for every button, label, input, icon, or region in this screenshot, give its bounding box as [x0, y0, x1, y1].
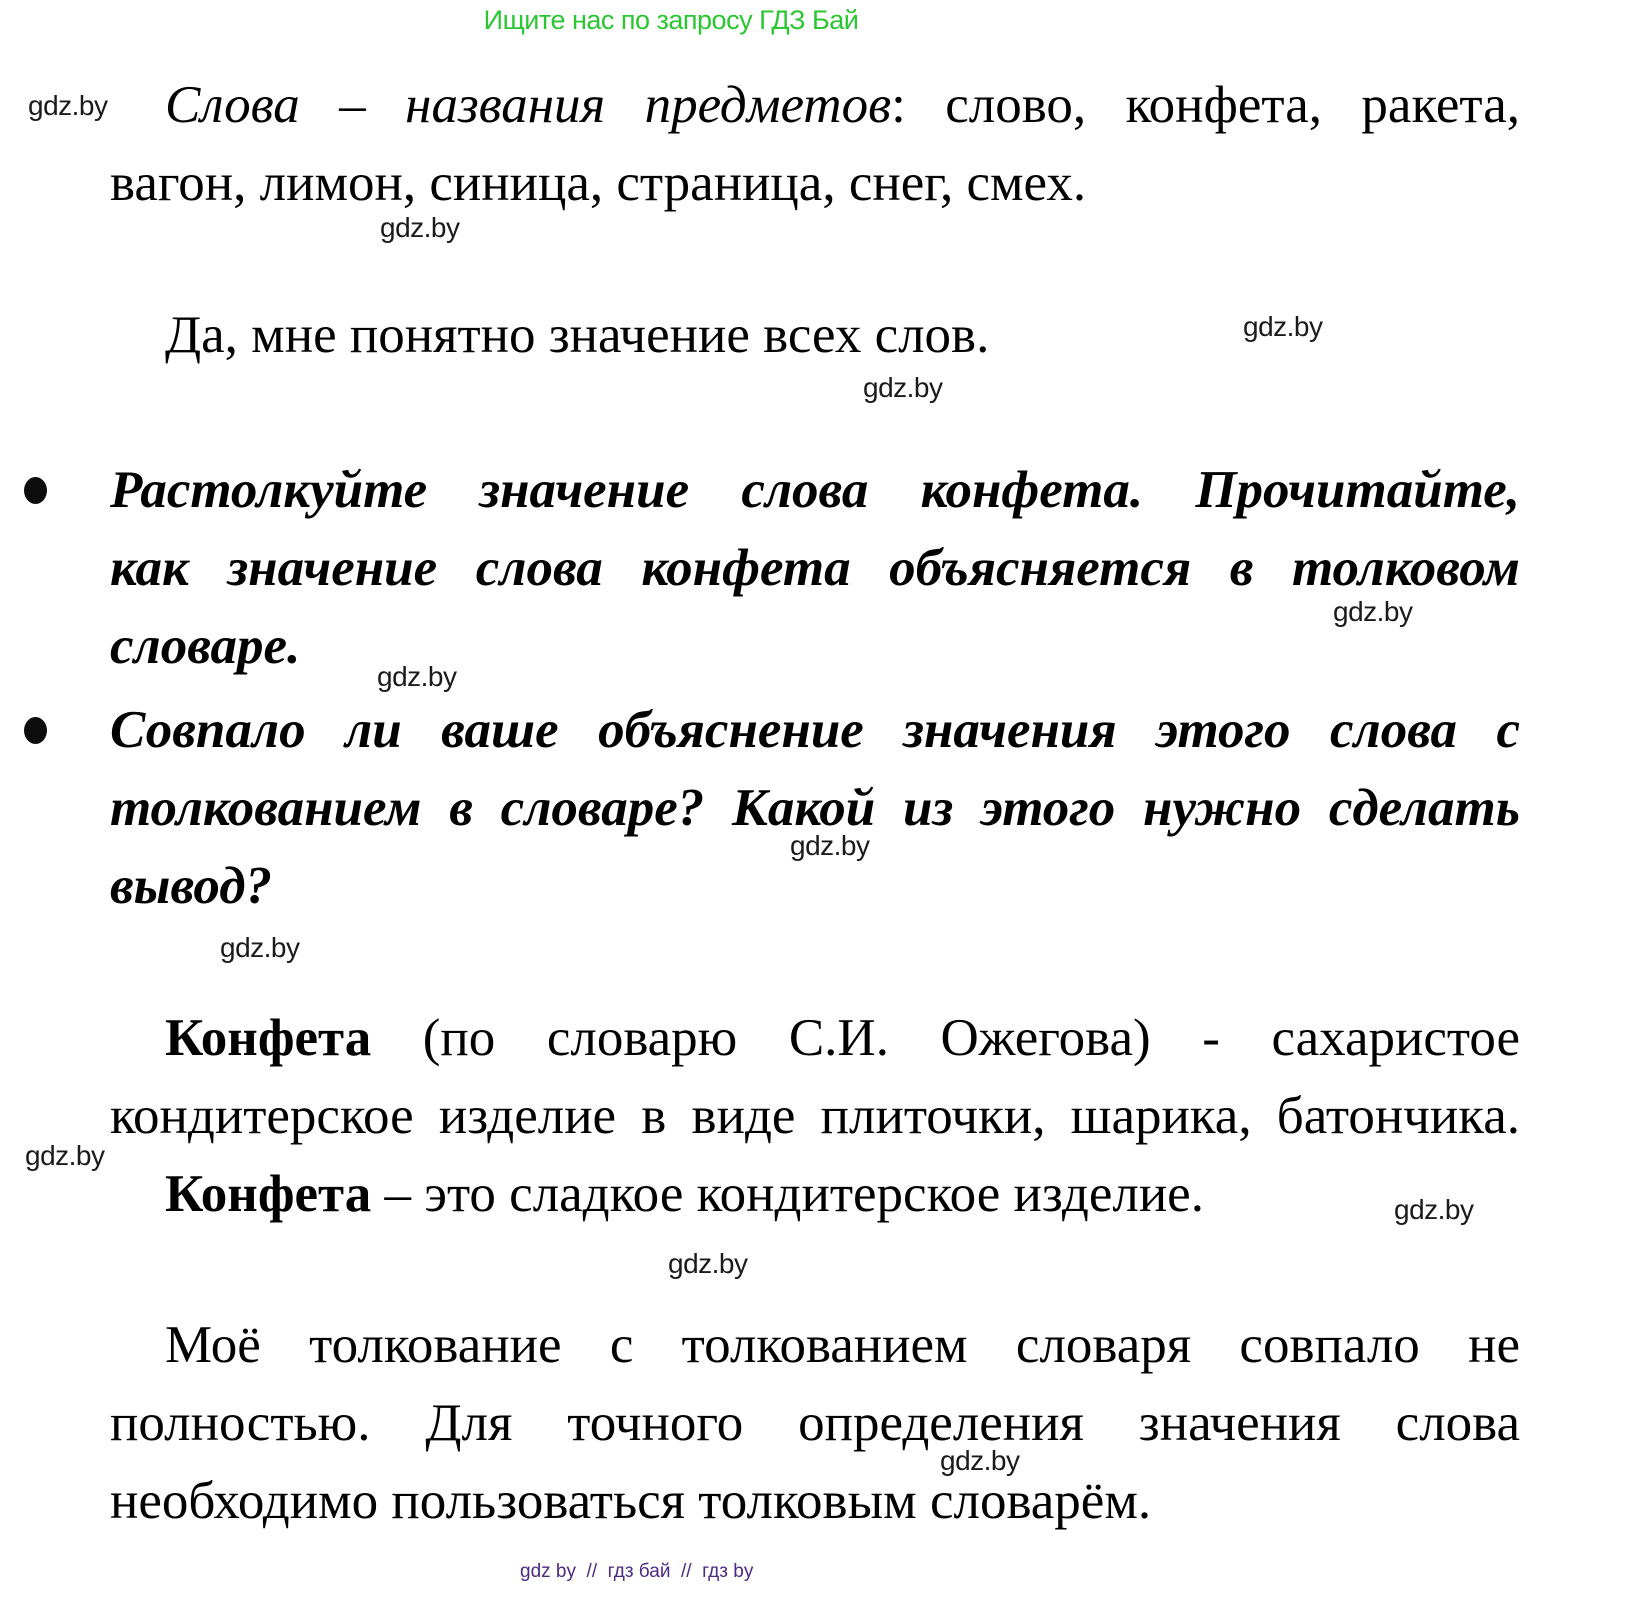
gdz-watermark: gdz.by [377, 661, 457, 692]
text-line: вагон, лимон, синица, страница, снег, смех. [110, 154, 1087, 212]
text-line: Моё толкование с толкованием словаря совпало не [165, 1316, 1520, 1374]
gdz-watermark: gdz.by [790, 830, 870, 861]
text-line: кондитерское изделие в виде плиточки, шарика, батончика. [110, 1087, 1520, 1145]
text-line: вывод? [110, 857, 273, 915]
text-line: необходимо пользоваться толковым словарём. [110, 1472, 1152, 1530]
definition-term: Конфета [165, 1165, 372, 1223]
gdz-watermark: gdz.by [1333, 596, 1413, 627]
gdz-watermark: gdz.by [940, 1445, 1020, 1476]
gdz-watermark: gdz.by [1243, 311, 1323, 342]
text-line: словаре. [110, 617, 301, 675]
text-line [110, 1155, 1520, 1233]
definition-text: – это сладкое кондитерское изделие. [371, 1165, 1204, 1223]
intro-lead-italic: Слова – названия предметов [165, 76, 892, 134]
text-line: толкованием в словаре? Какой из этого нужно сделать [110, 779, 1520, 837]
text-line [110, 999, 1520, 1077]
text-line: Да, мне понятно значение всех слов. [165, 306, 990, 364]
gdz-watermark: gdz.by [28, 90, 108, 121]
definition-paragraph [110, 999, 1520, 1233]
text-line: как значение слова конфета объясняется в толковом [110, 539, 1520, 597]
footer-sitename-text: gdz by // гдз бай // гдз by [520, 1561, 754, 1582]
bullet-question-2 [110, 691, 1520, 925]
intro-rest: : слово, конфета, ракета, [891, 76, 1520, 134]
answer-paragraph [110, 296, 1520, 374]
definition-term: Конфета [165, 1009, 372, 1067]
gdz-watermark: gdz.by [380, 212, 460, 243]
top-banner-text: Ищите нас по запросу ГДЗ Бай [483, 5, 859, 35]
gdz-watermark: gdz.by [25, 1140, 105, 1171]
gdz-watermark: gdz.by [1394, 1194, 1474, 1225]
intro-paragraph [110, 66, 1520, 222]
gdz-watermark: gdz.by [863, 372, 943, 403]
gdz-watermark: gdz.by [668, 1248, 748, 1279]
text-line [110, 66, 1520, 144]
text-line: полностью. Для точного определения значения слова [110, 1394, 1520, 1452]
bullet-icon [24, 717, 47, 744]
text-line: Совпало ли ваше объяснение значения этого слова с [110, 701, 1520, 759]
definition-text: (по словарю С.И. Ожегова) - сахаристое [371, 1009, 1520, 1067]
conclusion-paragraph [110, 1306, 1520, 1540]
bullet-icon [24, 477, 47, 504]
bullet-question-1 [110, 451, 1520, 685]
text-line: Растолкуйте значение слова конфета. Прочитайте, [110, 461, 1520, 519]
gdz-watermark: gdz.by [220, 932, 300, 963]
